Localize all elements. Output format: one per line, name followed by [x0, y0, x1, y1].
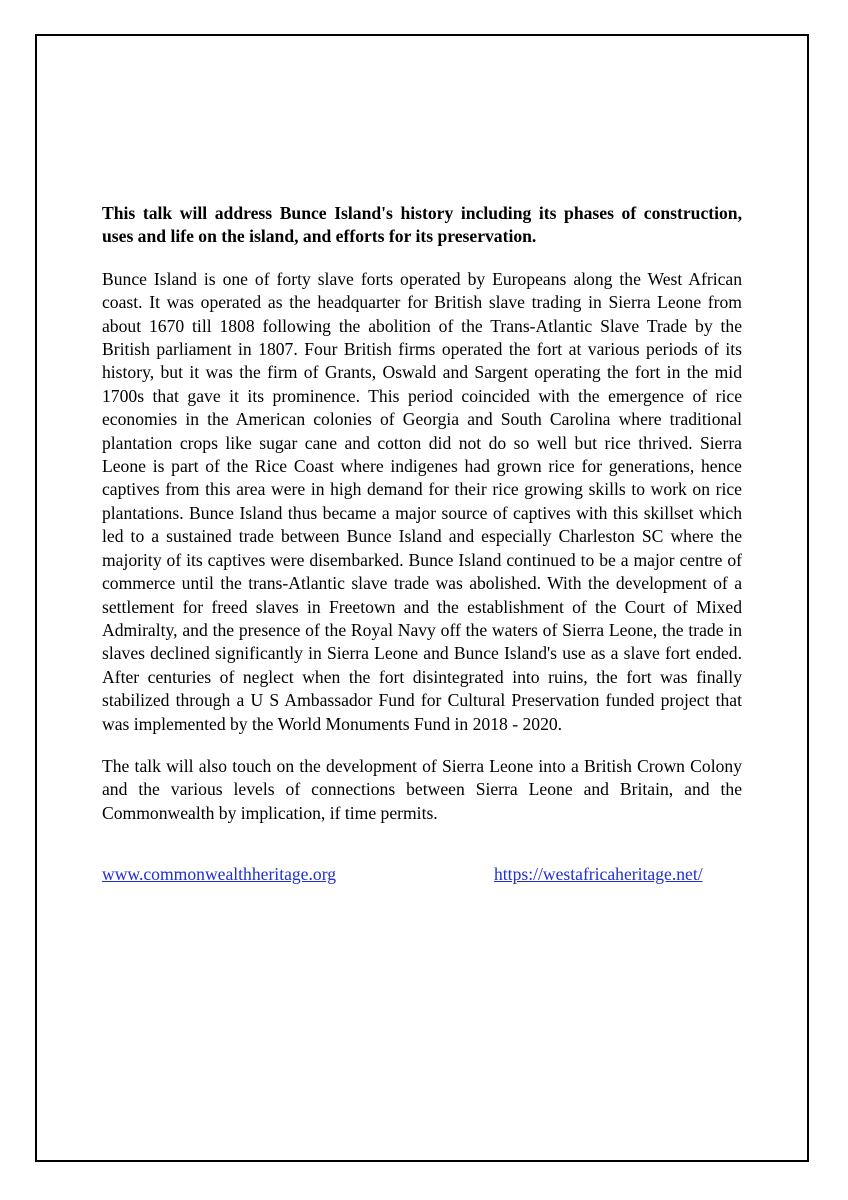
document-body — [102, 202, 742, 844]
history-paragraph: Bunce Island is one of forty slave forts operated by Europeans along the West African coast. It was operated as the headquarter for British slave trading in Sierra Leone from about 1670 till 1808 following the abolition of the Trans-Atlantic Slave Trade by the British parliament in 1807. Four British firms operated the fort at various periods of its history, but it was the firm of Grants, Oswald and Sargent operating the fort in the mid 1700s that gave it its prominence. This period coincided with the emergence of rice economies in the American colonies of Georgia and South Carolina where traditional plantation crops like sugar cane and cotton did not do so well but rice thrived. Sierra Leone is part of the Rice Coast where indigenes had grown rice for generations, hence captives from this area were in high demand for their rice growing skills to work on rice plantations. Bunce Island thus became a major source of captives with this skillset which led to a sustained trade between Bunce Island and especially Charleston SC where the majority of its captives were disembarked. Bunce Island continued to be a major centre of commerce until the trans-Atlantic slave trade was abolished. With the development of a settlement for freed slaves in Freetown and the establishment of the Court of Mixed Admiralty, and the presence of the Royal Navy off the waters of Sierra Leone, the trade in slaves declined significantly in Sierra Leone and Bunce Island's use as a slave fort ended. After centuries of neglect when the fort disintegrated into ruins, the fort was finally stabilized through a U S Ambassador Fund for Cultural Preservation funded project that was implemented by the World Monuments Fund in 2018 - 2020. — [102, 268, 742, 734]
closing-paragraph: The talk will also touch on the development of Sierra Leone into a British Crown Colony and the various levels of connections between Sierra Leone and Britain, and the Commonwealth by implication, if time permits. — [102, 755, 742, 823]
west-africa-heritage-link[interactable]: https://westafricaheritage.net/ — [494, 864, 703, 884]
commonwealth-heritage-link[interactable]: www.commonwealthheritage.org — [102, 864, 337, 884]
intro-paragraph: This talk will address Bunce Island's history including its phases of construction, uses and life on the island, and efforts for its preservation. — [102, 203, 742, 247]
footer-links — [102, 864, 742, 894]
